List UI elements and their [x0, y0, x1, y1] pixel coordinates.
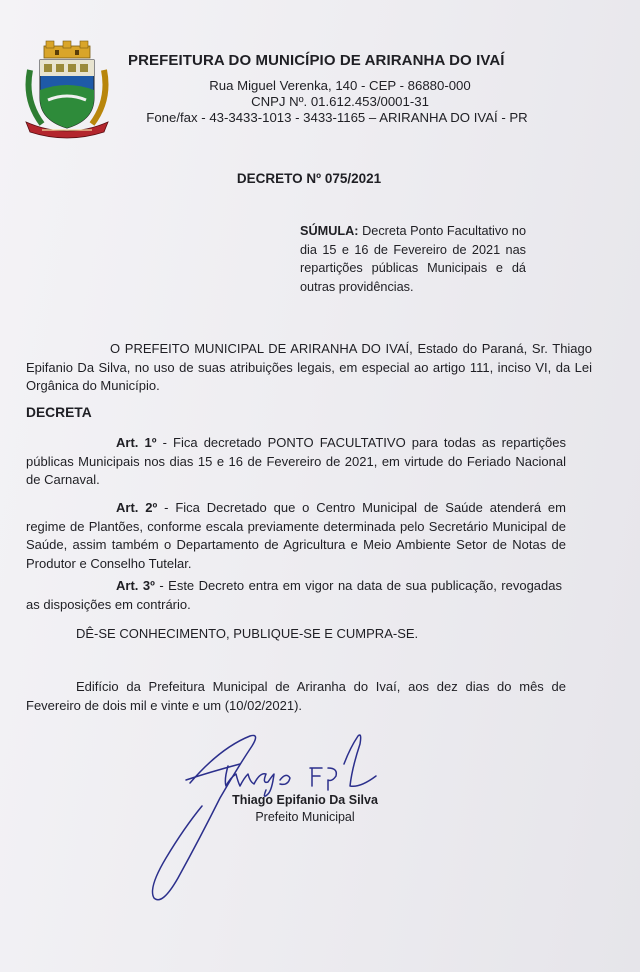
- municipality-title: PREFEITURA DO MUNICÍPIO DE ARIRANHA DO IVAÍ: [128, 52, 505, 69]
- sumula-block: [300, 222, 526, 296]
- signatory-name: Thiago Epifanio Da Silva: [232, 793, 378, 807]
- header-phone: Fone/fax - 43-3433-1013 - 3433-1165 – ARIRANHA DO IVAÍ - PR: [146, 110, 528, 125]
- article-2-text: - Fica Decretado que o Centro Municipal de Saúde atenderá em regime de Plantões, conforme escala previamente determinada pelo Secretário Municipal de Saúde, assim também o Departamento de Agricultura e Meio Ambiente Setor de Notas de Produtor e Conselho Tutelar.: [26, 500, 566, 571]
- article-3-text: - Este Decreto entra em vigor na data de sua publicação, revogadas as disposições em contrário.: [26, 578, 563, 612]
- publication-clause: DÊ-SE CONHECIMENTO, PUBLIQUE-SE E CUMPRA-SE.: [76, 626, 419, 641]
- header-cnpj: CNPJ Nº. 01.612.453/0001-31: [251, 94, 429, 109]
- article-3-label: Art. 3º: [116, 578, 155, 593]
- article-1-text: - Fica decretado PONTO FACULTATIVO para todas as repartições públicas Municipais nos dias 15 e 16 de Fevereiro de 2021, em virtude do Feriado Nacional de Carnaval.: [26, 435, 566, 487]
- article-2: [26, 499, 566, 573]
- header-address: Rua Miguel Verenka, 140 - CEP - 86880-000: [209, 78, 471, 93]
- article-1-label: Art. 1º: [116, 435, 157, 450]
- intro-paragraph: O PREFEITO MUNICIPAL DE ARIRANHA DO IVAÍ, Estado do Paraná, Sr. Thiago Epifanio Da Silva, no uso de suas atribuições legais, em especial ao artigo 111, inciso VI, da Lei Orgânica do Município.: [26, 341, 592, 393]
- signatory-role: Prefeito Municipal: [255, 810, 355, 824]
- sumula-label: SÚMULA:: [300, 224, 359, 238]
- article-2-label: Art. 2º: [116, 500, 158, 515]
- closing-paragraph: Edifício da Prefeitura Municipal de Ariranha do Ivaí, aos dez dias do mês de Fevereiro de dois mil e vinte e um (10/02/2021).: [26, 679, 566, 713]
- article-1: [26, 434, 566, 490]
- decreta-heading: DECRETA: [26, 405, 92, 420]
- decree-number: DECRETO Nº 075/2021: [236, 171, 382, 186]
- municipal-crest-icon: [22, 40, 112, 140]
- sumula-text: Decreta Ponto Facultativo no dia 15 e 16 de Fevereiro de 2021 nas repartições públicas Municipais e dá outras providências.: [300, 224, 527, 294]
- article-3: [26, 577, 562, 614]
